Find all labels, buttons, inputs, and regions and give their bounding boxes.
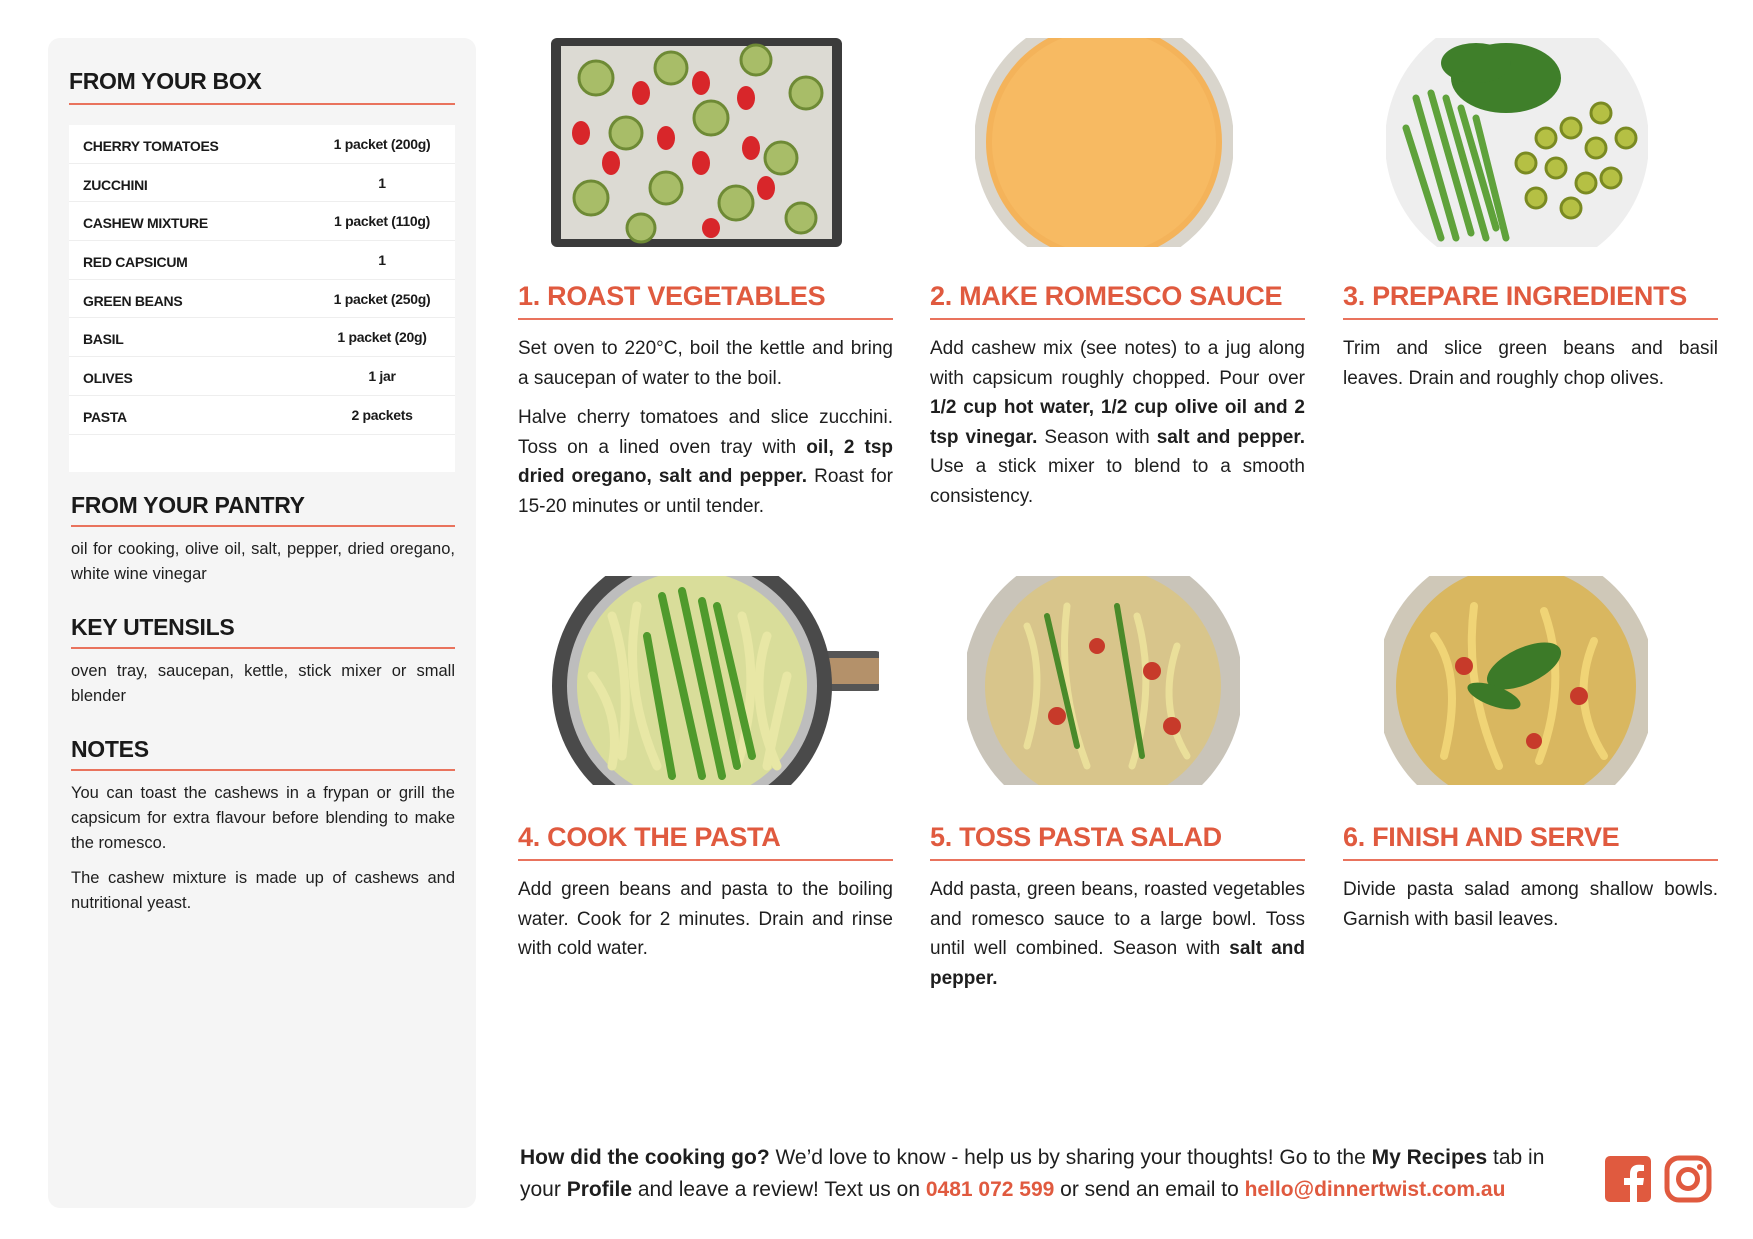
ingredient-name: RED CAPSICUM xyxy=(83,253,188,270)
step-6-text: Divide pasta salad among shallow bowls. Garnish with basil leaves. xyxy=(1343,879,1718,930)
notes-paragraph: The cashew mixture is made up of cashews and nutritional yeast. xyxy=(71,869,455,912)
from-your-box-heading: FROM YOUR BOX xyxy=(69,68,455,105)
step-1-text xyxy=(518,334,893,521)
step-5-title: 5. TOSS PASTA SALAD xyxy=(930,822,1305,861)
step-text-span: Add pasta, green beans, roasted vegetables and romesco sauce to a large bowl. Toss until well combined. Season with xyxy=(930,879,1305,959)
step-2-title: 2. MAKE ROMESCO SAUCE xyxy=(930,281,1305,320)
tossed-pasta-image xyxy=(967,576,1240,785)
step-text-span: Roast for 15-20 minutes or until tender. xyxy=(518,466,893,517)
table-row xyxy=(69,202,455,241)
step-2-text xyxy=(930,334,1305,511)
table-row xyxy=(69,396,455,435)
notes-paragraph: You can toast the cashews in a frypan or grill the capsicum for extra flavour before blending to make the romesco. xyxy=(71,784,455,852)
ingredient-name: BASIL xyxy=(83,331,124,348)
romesco-sauce-image xyxy=(975,38,1233,247)
ingredient-name: GREEN BEANS xyxy=(83,292,183,309)
ingredient-name: CASHEW MIXTURE xyxy=(83,215,208,232)
step-3-title: 3. PREPARE INGREDIENTS xyxy=(1343,281,1718,320)
ingredient-qty: 1 jar xyxy=(368,367,396,384)
table-row xyxy=(69,241,455,280)
ingredient-qty: 1 packet (250g) xyxy=(333,290,431,307)
notes-section xyxy=(71,736,455,916)
ingredient-qty: 1 packet (110g) xyxy=(334,213,430,230)
step-1-title: 1. ROAST VEGETABLES xyxy=(518,281,893,320)
step-5 xyxy=(930,822,1305,993)
pantry-text: oil for cooking, olive oil, salt, pepper, dried oregano, white wine vinegar xyxy=(71,540,455,583)
footer-text: We’d love to know - help us by sharing your thoughts! Go to the xyxy=(769,1146,1372,1169)
ingredient-qty: 2 packets xyxy=(351,406,413,423)
profile-link: Profile xyxy=(566,1178,633,1201)
step-text-bold: salt and pepper. xyxy=(930,938,1305,989)
footer-question: How did the cooking go? xyxy=(520,1146,770,1169)
step-paragraph: Set oven to 220°C, boil the kettle and bring a saucepan of water to the boil. xyxy=(518,338,893,389)
served-pasta-image xyxy=(1384,576,1648,785)
email-link[interactable]: hello@dinnertwist.com.au xyxy=(1244,1178,1506,1201)
facebook-icon[interactable] xyxy=(1604,1155,1652,1203)
ingredient-qty: 1 packet (200g) xyxy=(333,135,431,152)
step-paragraph xyxy=(930,875,1305,993)
instagram-icon[interactable] xyxy=(1664,1155,1712,1203)
notes-text xyxy=(71,781,455,916)
table-row xyxy=(69,280,455,319)
step-3 xyxy=(1343,281,1718,393)
ingredient-name: PASTA xyxy=(83,408,127,425)
ingredient-name: ZUCCHINI xyxy=(83,176,148,193)
notes-heading: NOTES xyxy=(71,736,455,771)
ingredient-qty: 1 xyxy=(378,251,386,268)
table-row xyxy=(69,357,455,396)
box-ingredients-table xyxy=(69,125,455,472)
ingredients-sidebar xyxy=(48,38,476,1208)
footer-text: and leave a review! Text us on xyxy=(632,1178,926,1201)
pantry-heading: FROM YOUR PANTRY xyxy=(71,492,455,527)
roasted-vegetables-image xyxy=(551,38,842,247)
step-3-text: Trim and slice green beans and basil leaves. Drain and roughly chop olives. xyxy=(1343,338,1718,389)
prepared-ingredients-image xyxy=(1386,38,1648,247)
step-6 xyxy=(1343,822,1718,934)
step-2 xyxy=(930,281,1305,511)
step-6-title: 6. FINISH AND SERVE xyxy=(1343,822,1718,861)
my-recipes-link: My Recipes xyxy=(1371,1146,1488,1169)
ingredient-name: CHERRY TOMATOES xyxy=(83,137,219,154)
step-5-text xyxy=(930,875,1305,993)
utensils-text: oven tray, saucepan, kettle, stick mixer or small blender xyxy=(71,662,455,705)
footer-text: or send an email to xyxy=(1054,1178,1245,1201)
table-row xyxy=(69,125,455,164)
step-text-bold: salt and pepper. xyxy=(1156,426,1305,448)
step-4-text: Add green beans and pasta to the boiling water. Cook for 2 minutes. Drain and rinse with cold water. xyxy=(518,879,893,959)
step-1 xyxy=(518,281,893,521)
table-row xyxy=(69,318,455,357)
step-text-bold: 1/2 cup hot water, 1/2 cup olive oil and 2 tsp vinegar. xyxy=(930,397,1305,448)
phone-number-link[interactable]: 0481 072 599 xyxy=(925,1178,1055,1201)
step-4 xyxy=(518,822,893,964)
ingredient-qty: 1 xyxy=(378,174,386,191)
step-text-span: Season with xyxy=(1037,426,1157,448)
utensils-section xyxy=(71,614,455,709)
pantry-section xyxy=(71,492,455,587)
utensils-heading: KEY UTENSILS xyxy=(71,614,455,649)
footer-text: tab in your xyxy=(520,1146,1545,1201)
step-text-span: Add cashew mix (see notes) to a jug along with capsicum roughly chopped. Pour over xyxy=(930,338,1305,389)
pasta-colander-image xyxy=(552,576,879,785)
step-text-bold: oil, 2 tsp dried oregano, salt and pepper. xyxy=(518,436,893,487)
ingredient-name: OLIVES xyxy=(83,369,133,386)
feedback-footer xyxy=(520,1142,1580,1206)
step-paragraph xyxy=(930,334,1305,511)
step-paragraph xyxy=(518,403,893,521)
step-4-title: 4. COOK THE PASTA xyxy=(518,822,893,861)
step-text-span: Halve cherry tomatoes and slice zucchini. Toss on a lined oven tray with xyxy=(518,407,893,458)
ingredient-qty: 1 packet (20g) xyxy=(337,329,427,346)
table-row xyxy=(69,164,455,203)
step-text-span: Use a stick mixer to blend to a smooth consistency. xyxy=(930,456,1305,507)
